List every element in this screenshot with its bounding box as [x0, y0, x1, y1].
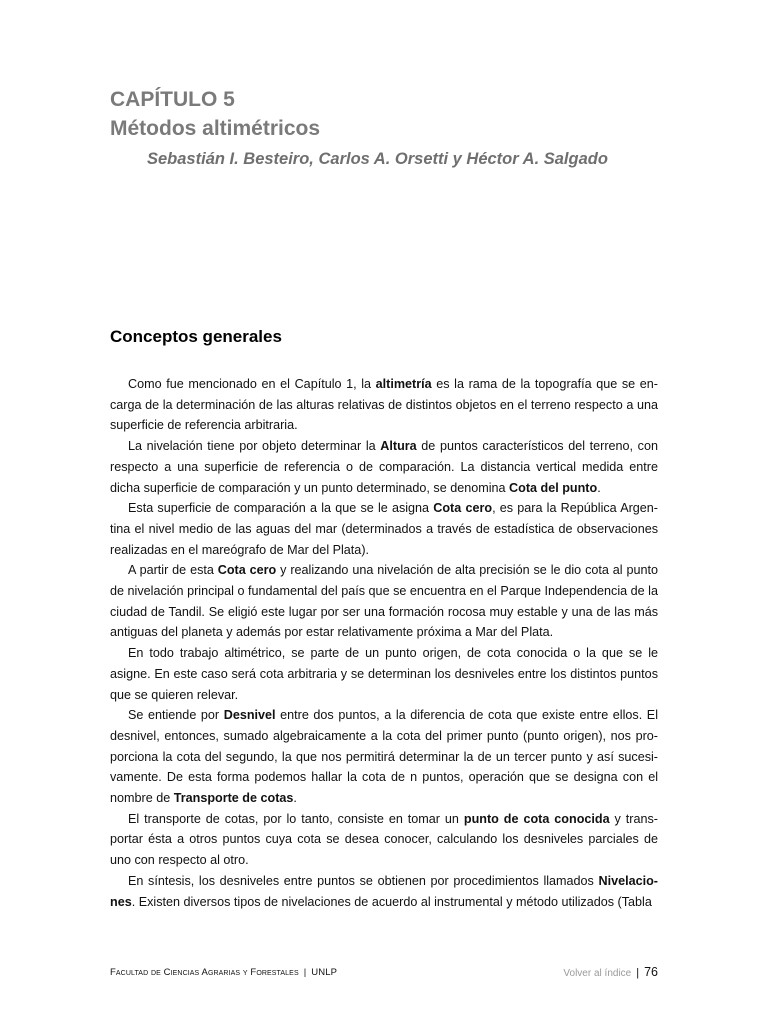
bold-term: Cota del punto — [509, 480, 598, 495]
paragraph-text: Esta superficie de comparación a la que se le asigna — [128, 501, 434, 516]
bold-term: Cota cero — [433, 501, 493, 516]
paragraph-text: La nivelación tiene por objeto determinar la — [128, 439, 381, 454]
paragraph-text: de puntos característicos del terreno, con respecto a una superficie de referencia o de comparación. La distancia vertical medida entre dicha superficie de comparación y un punto determinado, se denomina — [110, 439, 658, 495]
page-footer — [110, 965, 658, 983]
chapter-title: Métodos altimétricos — [110, 117, 321, 140]
footer-university: UNLP — [311, 967, 338, 978]
bold-term: altimetría — [375, 377, 432, 391]
paragraph-text: . Existen diversos tipos de nivelaciones de acuerdo al instrumental y método utilizados (Tabla — [131, 894, 652, 909]
bold-term: punto de cota conocida — [463, 811, 610, 826]
bold-term: Cota cero — [217, 563, 277, 578]
paragraph-text: Como fue mencionado en el Capítulo 1, la — [128, 377, 376, 391]
body-paragraph — [110, 498, 658, 560]
body-paragraph — [110, 436, 658, 498]
footer-navigation — [563, 965, 658, 979]
chapter-authors: Sebastián I. Besteiro, Carlos A. Orsetti y Héctor A. Salgado — [147, 150, 608, 168]
body-paragraph — [110, 871, 658, 912]
body-paragraph — [110, 809, 658, 871]
back-to-index-link[interactable]: Volver al índice — [563, 968, 632, 979]
paragraph-text: . — [293, 791, 297, 806]
footer-institution-block — [110, 967, 337, 978]
footer-institution: Facultad de Ciencias Agrarias y Forestales — [110, 967, 299, 978]
section-title: Conceptos generales — [110, 327, 282, 346]
paragraph-text: El transporte de cotas, por lo tanto, consiste en tomar un — [128, 811, 464, 826]
bold-term: Altura — [380, 439, 417, 454]
paragraph-text: En todo trabajo altimétrico, se parte de un punto origen, de cota conocida o la que se le asigne. En este caso será cota arbitraria y se determinan los desniveles entre los distintos puntos que se quieren relevar. — [110, 646, 658, 702]
body-text — [110, 374, 658, 912]
paragraph-text: y trans-portar ésta a otros puntos cuya cota se desea conocer, calculando los desniveles parciales de uno con respecto al otro. — [110, 811, 658, 868]
footer-separator-right: | — [636, 967, 640, 979]
bold-term: Transporte de cotas — [173, 791, 294, 806]
paragraph-text: En síntesis, los desniveles entre puntos se obtienen por procedimientos llamados — [128, 873, 599, 888]
body-paragraph — [110, 643, 658, 705]
paragraph-text: y realizando una nivelación de alta precisión se le dio cota al punto de nivelación principal o fundamental del país que se encuentra en el Parque Independencia de la ciudad de Tandil. Se eligió este lugar por ser una formación rocosa muy estable y una de las más antiguas del planeta y además por estar relativamente próxima a Mar del Plata. — [110, 563, 658, 640]
body-paragraph — [110, 705, 658, 809]
body-paragraph — [110, 560, 658, 643]
paragraph-text: , es para la República Argen-tina el nivel medio de las aguas del mar (determinados a través de estadística de observaciones realizadas en el mareógrafo de Mar del Plata). — [110, 501, 658, 557]
paragraph-text: Se entiende por — [128, 708, 224, 723]
paragraph-text: es la rama de la topografía que se en-carga de la determinación de las alturas relativas de distintos objetos en el terreno respecto a una superficie de referencia arbitraria. — [110, 377, 658, 433]
footer-separator: | — [303, 967, 307, 978]
chapter-header — [110, 86, 670, 144]
paragraph-text: A partir de esta — [128, 563, 218, 578]
bold-term: Desnivel — [223, 708, 276, 723]
paragraph-text: entre dos puntos, a la diferencia de cota que existe entre ellos. El desnivel, entonces, sumado algebraicamente a la cota del primer punto (punto origen), nos pro-porciona la cota del segundo, la que nos permitirá determinar la de un tercer punto y así sucesi-vamente. De esta forma podemos hallar la cota de n puntos, operación que se designa con el nombre de — [110, 708, 658, 806]
page-number: 76 — [644, 965, 658, 979]
body-paragraph — [110, 374, 658, 436]
chapter-label: CAPÍTULO 5 — [110, 88, 235, 111]
bold-term: Nivelacio-nes — [110, 873, 658, 909]
paragraph-text: . — [597, 480, 601, 495]
